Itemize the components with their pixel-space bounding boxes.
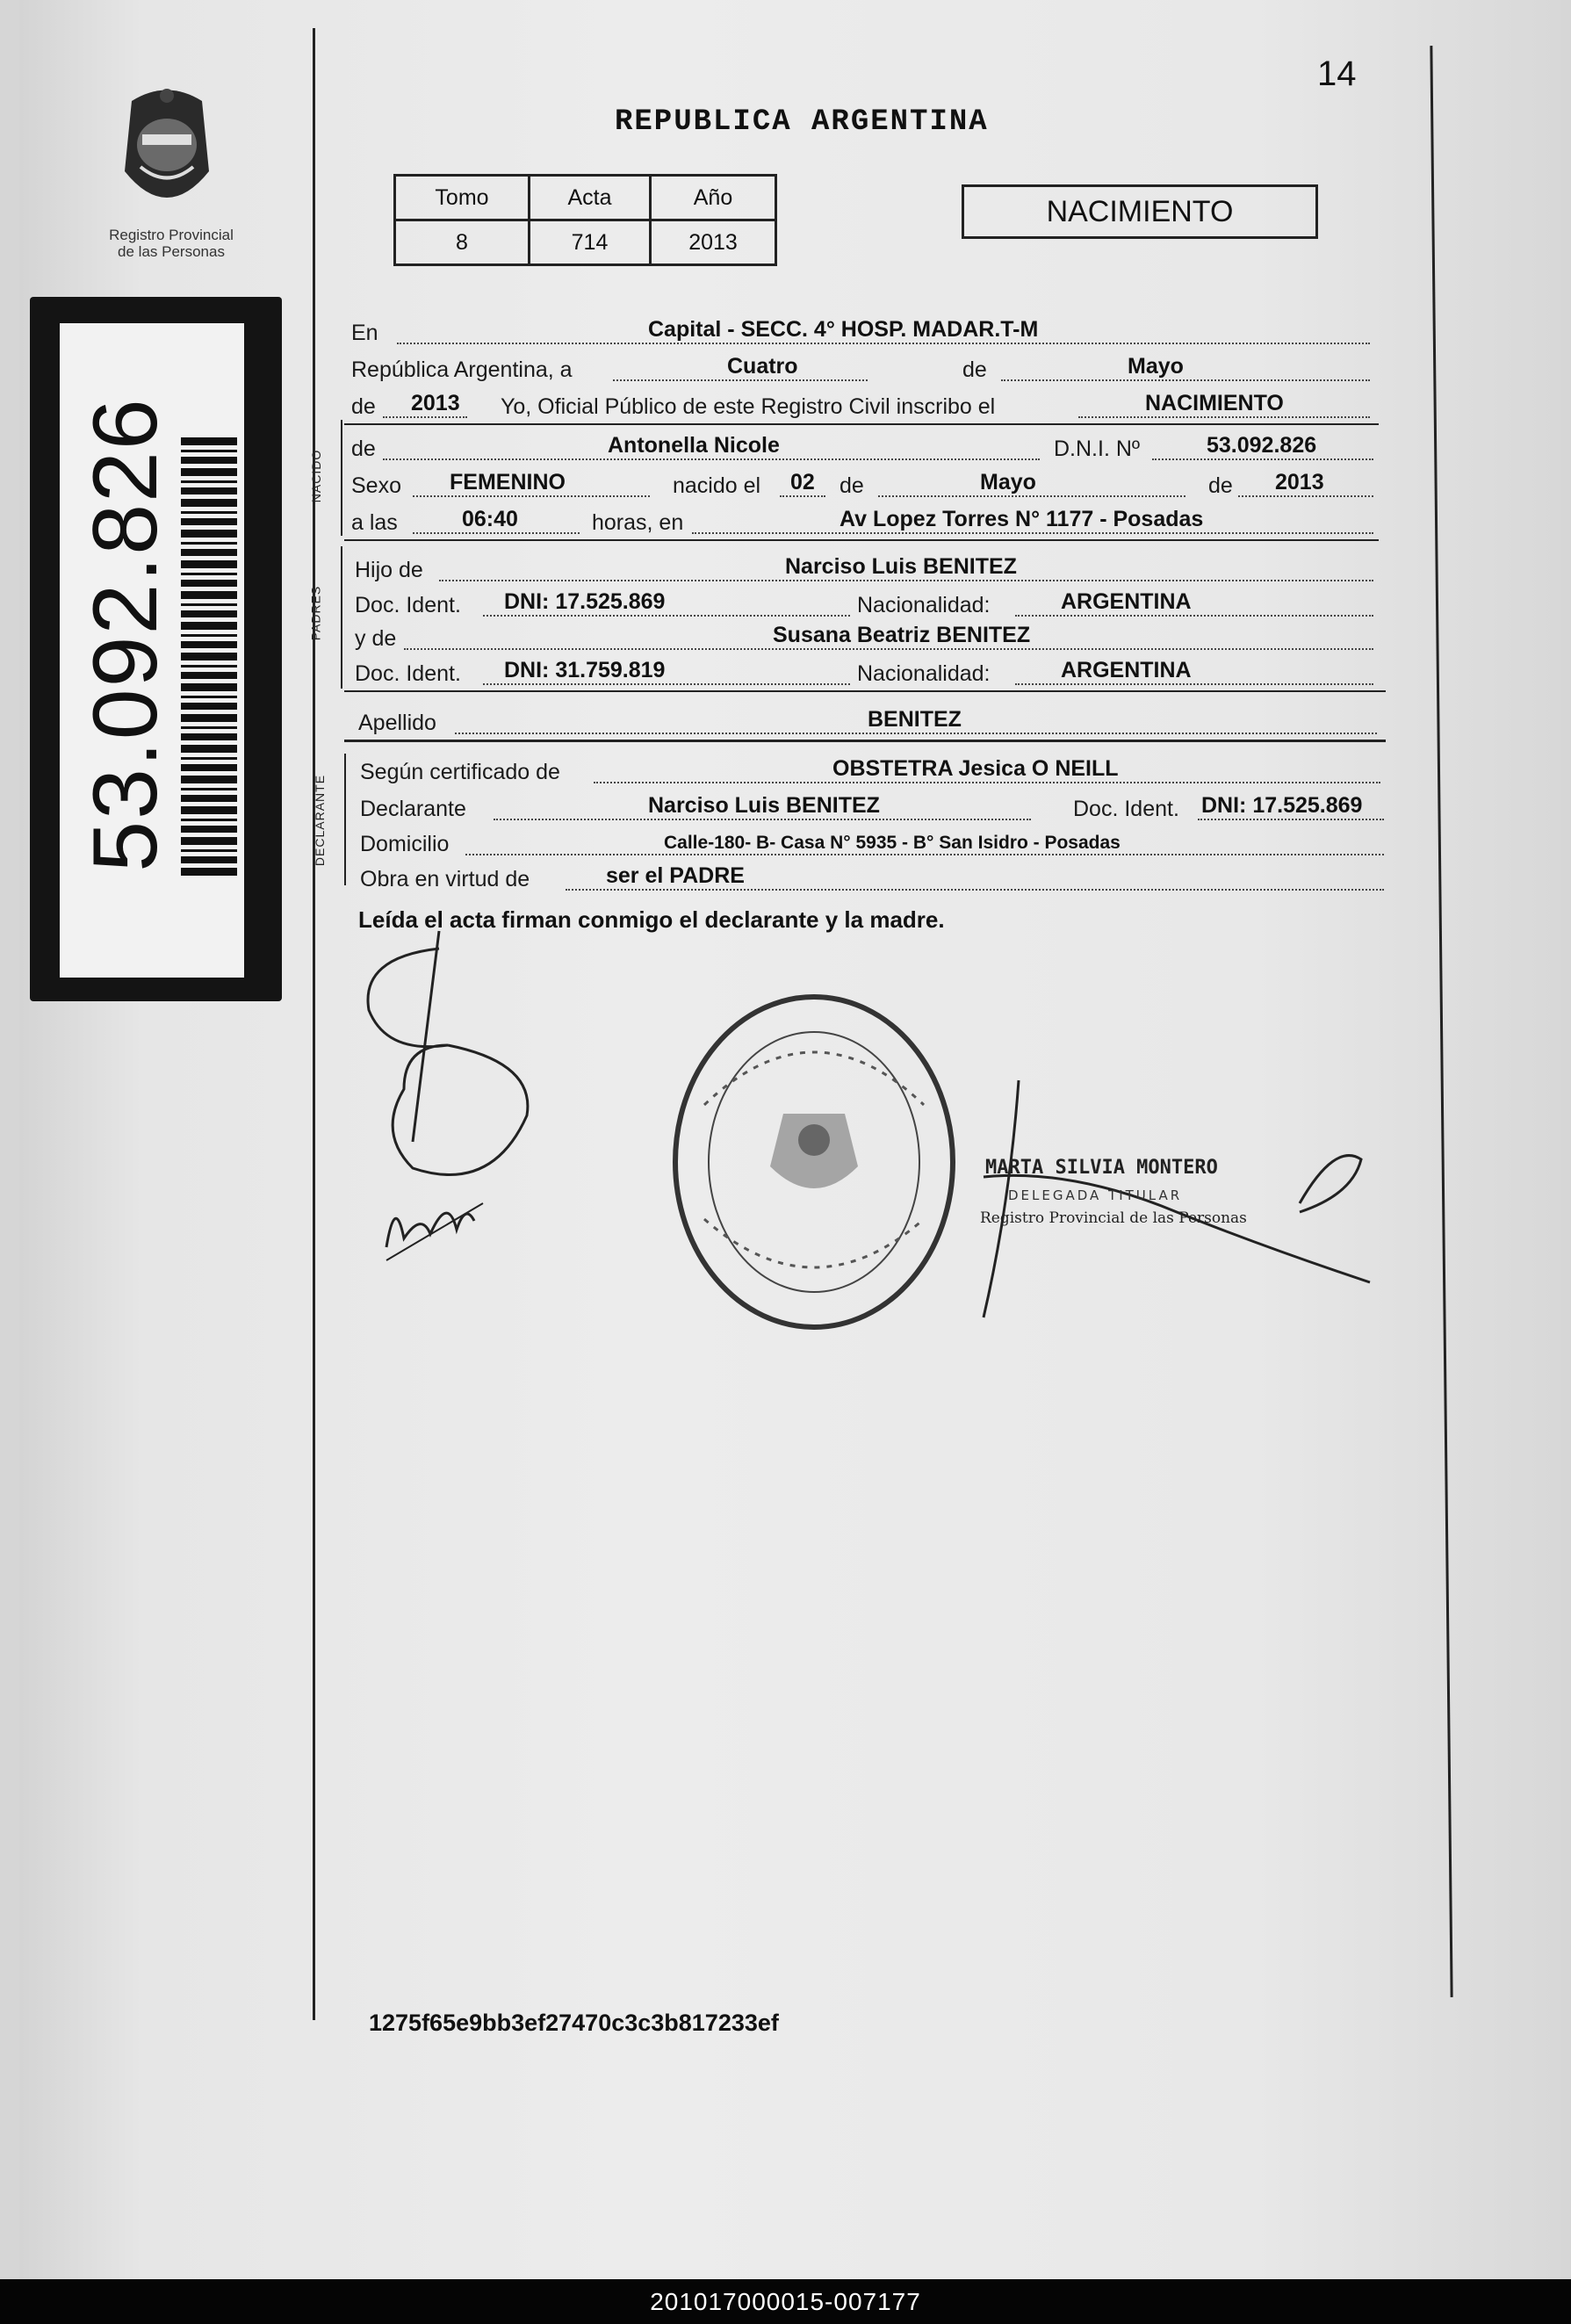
row-declarante: [351, 785, 1379, 824]
section-rule-padres: [341, 546, 342, 689]
value-madre-dni: DNI: 31.759.819: [504, 658, 666, 682]
label-de: de: [1208, 473, 1233, 498]
table-header: Año: [651, 176, 776, 220]
value-sexo: FEMENINO: [450, 470, 566, 494]
row-sexo: [351, 462, 1379, 501]
value-domicilio: Calle-180- B- Casa N° 5935 - B° San Isidro - Posadas: [664, 833, 1121, 853]
label-dni: D.N.I. Nº: [1054, 437, 1141, 461]
dotted-line: [1238, 495, 1373, 497]
label-oficial: Yo, Oficial Público de este Registro Civil inscribo el: [501, 394, 996, 419]
value-apellido: BENITEZ: [868, 707, 962, 732]
value-padre-nac: ARGENTINA: [1061, 589, 1192, 614]
label-de: de: [351, 437, 376, 461]
section-rule-nacido: [341, 420, 342, 536]
value-birth-month: Mayo: [980, 470, 1036, 494]
divider: [344, 690, 1386, 692]
dotted-line: [413, 495, 650, 497]
row-madre: [351, 615, 1379, 653]
dotted-line: [383, 458, 1040, 460]
value-birth-day: 02: [790, 470, 815, 494]
label-de: de: [962, 357, 987, 382]
table-row: [395, 220, 776, 265]
label-doc-ident: Doc. Ident.: [355, 593, 461, 617]
dotted-line: [397, 343, 1370, 344]
left-margin-rule: [313, 28, 315, 2020]
value-place: Capital - SECC. 4° HOSP. MADAR.T-M: [648, 317, 1039, 342]
dotted-line: [780, 495, 825, 497]
id-sticker: [30, 297, 282, 1001]
section-rule-declarante: [344, 754, 346, 885]
label-hijo-de: Hijo de: [355, 558, 423, 582]
official-seal: [669, 991, 959, 1333]
dotted-line: [613, 379, 868, 381]
dotted-line: [383, 416, 467, 418]
table-cell: 714: [530, 220, 651, 265]
value-inscribe: NACIMIENTO: [1145, 391, 1284, 415]
value-day: Cuatro: [727, 354, 798, 379]
value-madre-nac: ARGENTINA: [1061, 658, 1192, 682]
row-domicilio: [351, 820, 1379, 859]
label-doc-ident: Doc. Ident.: [355, 661, 461, 686]
section-label-declarante: DECLARANTE: [313, 774, 328, 867]
label-domicilio: Domicilio: [360, 832, 450, 856]
dotted-line: [692, 532, 1373, 534]
table-cell: 2013: [651, 220, 776, 265]
divider: [344, 740, 1386, 742]
table-cell: 8: [395, 220, 530, 265]
document-title: REPUBLICA ARGENTINA: [615, 105, 989, 139]
row-madre-doc: [351, 650, 1379, 689]
row-apellido: [351, 699, 1379, 738]
label-nacionalidad: Nacionalidad:: [857, 593, 991, 617]
section-label-padres: PADRES: [308, 585, 323, 641]
act-type-box: NACIMIENTO: [962, 184, 1318, 239]
label-doc-ident: Doc. Ident.: [1073, 797, 1179, 821]
label-declarante: Declarante: [360, 797, 466, 821]
value-nombre: Antonella Nicole: [608, 433, 780, 458]
dotted-line: [1152, 458, 1373, 460]
value-birth-year: 2013: [1275, 470, 1324, 494]
dotted-line: [594, 782, 1380, 783]
sticker-number: 53.092.826: [75, 397, 177, 872]
page-number: 14: [1317, 54, 1357, 93]
label-horas-en: horas, en: [592, 510, 684, 535]
value-padre-dni: DNI: 17.525.869: [504, 589, 666, 614]
row-obra: [351, 855, 1379, 894]
value-month: Mayo: [1128, 354, 1184, 379]
dotted-line: [878, 495, 1185, 497]
label-de: de: [351, 394, 376, 419]
section-label-nacido: NACIDO: [309, 449, 324, 503]
closing-statement: Leída el acta firman conmigo el declarante y la madre.: [358, 906, 945, 933]
value-declarante-dni: DNI: 17.525.869: [1201, 793, 1363, 818]
row-certificado: [351, 748, 1379, 787]
label-a-las: a las: [351, 510, 398, 535]
value-padre: Narciso Luis BENITEZ: [785, 554, 1017, 579]
dotted-line: [455, 733, 1377, 734]
table-row: [395, 176, 776, 220]
registry-caption: Registro Provincial de las Personas: [109, 227, 234, 260]
label-republica: República Argentina, a: [351, 357, 573, 382]
provincial-emblem-icon: [114, 83, 220, 220]
stamp-office: Registro Provincial de las Personas: [980, 1209, 1247, 1227]
row-hora: [351, 499, 1379, 538]
dotted-line: [1015, 683, 1373, 685]
value-madre: Susana Beatriz BENITEZ: [773, 623, 1031, 647]
sticker-label: [60, 323, 244, 978]
document-hash: 1275f65e9bb3ef27470c3c3b817233ef: [369, 2010, 779, 2036]
value-certificado: OBSTETRA Jesica O NEILL: [832, 756, 1119, 781]
label-y-de: y de: [355, 626, 397, 651]
label-nacionalidad: Nacionalidad:: [857, 661, 991, 686]
declarant-signature: [351, 913, 562, 1282]
footer-id: 201017000015-007177: [650, 2288, 921, 2315]
dotted-line: [1001, 379, 1370, 381]
stamp-name: MARTA SILVIA MONTERO: [985, 1157, 1218, 1179]
table-header: Tomo: [395, 176, 530, 220]
divider: [344, 539, 1379, 541]
footer-id-bar: [0, 2279, 1571, 2324]
dotted-line: [413, 532, 580, 534]
registry-table: [393, 174, 777, 266]
value-lugar: Av Lopez Torres N° 1177 - Posadas: [840, 507, 1204, 531]
value-dni: 53.092.826: [1207, 433, 1317, 458]
row-fecha: [351, 346, 1379, 385]
label-de: de: [840, 473, 864, 498]
label-en: En: [351, 321, 378, 345]
label-segun-certificado: Según certificado de: [360, 760, 560, 784]
label-apellido: Apellido: [358, 711, 436, 735]
stamp-role: DELEGADA TITULAR: [1008, 1187, 1183, 1203]
value-obra: ser el PADRE: [606, 863, 745, 888]
row-anio: [351, 383, 1379, 422]
value-hora: 06:40: [462, 507, 518, 531]
row-padre: [351, 546, 1379, 585]
dotted-line: [566, 889, 1384, 891]
label-sexo: Sexo: [351, 473, 401, 498]
table-header: Acta: [530, 176, 651, 220]
row-nombre: [351, 425, 1379, 464]
dotted-line: [1078, 416, 1370, 418]
barcode: [181, 437, 237, 877]
label-nacido-el: nacido el: [673, 473, 761, 498]
value-declarante: Narciso Luis BENITEZ: [648, 793, 880, 818]
row-en: [351, 309, 1379, 348]
dotted-line: [483, 683, 850, 685]
official-signature: [966, 1072, 1387, 1326]
value-year: 2013: [411, 391, 460, 415]
label-obra-en-virtud: Obra en virtud de: [360, 867, 530, 891]
